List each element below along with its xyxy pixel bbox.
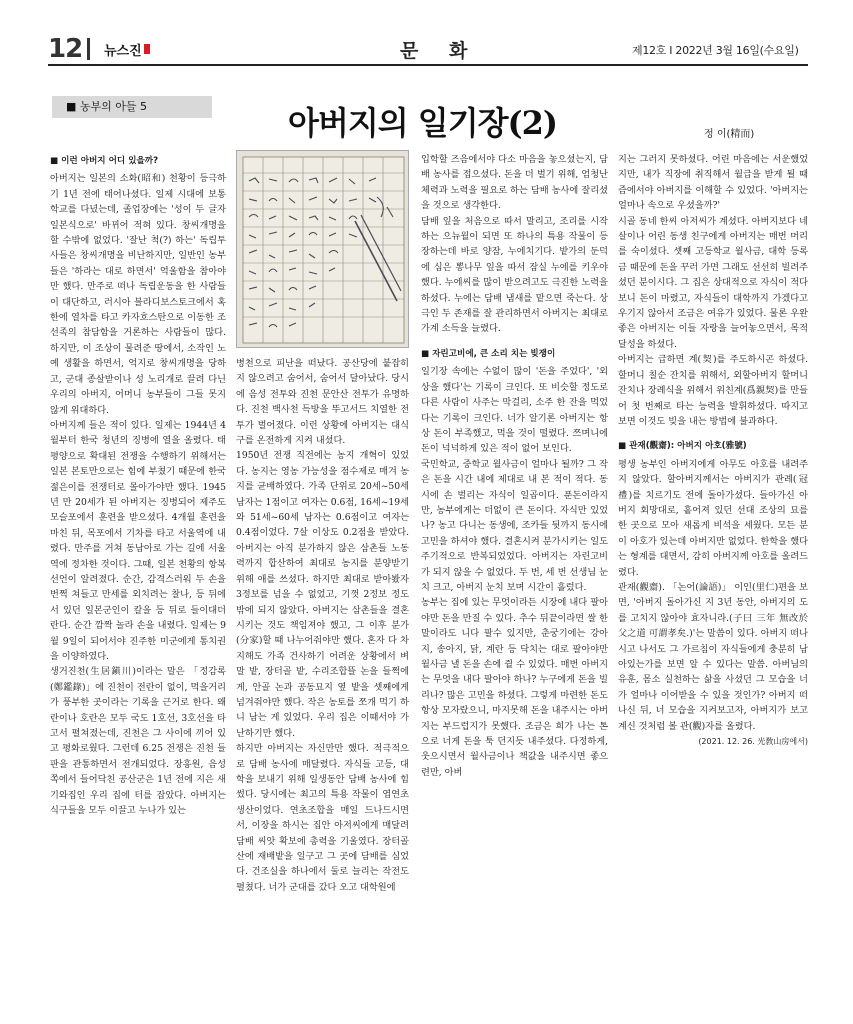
dateline: (2021. 12. 26. 光敎山房에서) bbox=[698, 737, 808, 747]
article-column-3 bbox=[421, 152, 608, 1003]
paragraph: 담배 잎을 처음으로 따서 말리고, 조리를 시작하는 으뉴월이 되면 또 하나의 특용 작물이 등장하는데 바로 양잠, 누에치기다. 밭가의 둔덕에 심은 뽕나무 잎을 따서 잠실 누에를 키우야 했다. 누에씨를 많이 받으려고도 극진한 노력을 하셨다. 누에는 담배 냄새를 맡으면 죽는다. 상극인 두 존재를 잘 관리하면서 아버지는 최대로 가계 소득을 늘렸다. bbox=[421, 215, 608, 335]
section-gap bbox=[421, 337, 608, 345]
paragraph: 병천으로 피난을 떠났다. 공산당에 붙잡히지 않으려고 숨어서, 숨어서 달아났다. 당시에 음성 전투와 진천 문안산 전투가 유명하다. 진천 백사천 득방을 뚜고서드 치열한 전투가 벌어졌다. 이런 상황에 아버지는 대식구를 온전하게 지켜 내셨다. bbox=[236, 358, 409, 447]
logo-flag-icon bbox=[144, 44, 150, 54]
section-gap bbox=[618, 429, 808, 437]
diary-photo bbox=[236, 150, 409, 348]
header-rule bbox=[48, 64, 808, 66]
paragraph: 입학할 즈음에서야 다소 마음을 놓으셨는지, 담배 농사를 접으셨다. 돈을 더 벌기 위해, 엄청난 체력과 노력을 필요로 하는 담배 농사에 잘리셨을 것으로 생각한다. bbox=[421, 154, 608, 212]
paragraph: 지는 그러지 못하셨다. 어린 마음에는 서운했었지만, 내가 직장에 취직해서 월급을 받게 될 때 즘에서야 아버지를 이해할 수 있었다. '아버지는 얼마나 속으로 우셨을까?' bbox=[618, 154, 808, 212]
newspaper-logo bbox=[104, 40, 150, 59]
article-column-4 bbox=[618, 152, 808, 1003]
paragraph: 일기장 속에는 수없이 많이 '돈을 주었다', '외상을 했다'는 기록이 크인다. 또 비슷할 정도로 다른 사람이 사주는 막걸리, 소주 한 잔을 먹었다는 기록이 크인다. 너가 알기론 아버지는 항상 돈이 부족했고, 먹을 것이 떨렸다. 쯔며니에 돈이 넉넉하게 있은 적이 없어 보인다. bbox=[421, 366, 608, 455]
page-number: 12 bbox=[48, 34, 83, 64]
subheading: ■ 관재(觀齋): 아버지 아호(雅號) bbox=[618, 441, 747, 452]
section-title: 문 화 bbox=[400, 40, 480, 62]
paragraph: 농부는 집에 있는 무엇이라든 시장에 내다 팔아야만 돈을 만질 수 있다. 추수 뒤끝이라면 쌀 한 말이라도 니다 팔수 있지만, 춘궁기에는 강아지, 송아지, 닭, 계란 등 닥치는 대로 팔아야만 월사금 낼 돈을 손에 쥘 수 있었다. 매번 아버지는 무엇을 내다 팔아야 하나? 누구에게 돈을 빌리나? 많은 고민을 하셨다. 그렇게 마련한 돈도 항상 모자랐으니, 마지못해 돈을 내주시는 아버지는 부드럽지가 못했다. 조금은 희가 나는 톤으로 너게 돈을 툭 던지듯 내주셨다. 다정하게, 웃으시면서 월사금이나 책값을 내주시면 좋으련만, 아버 bbox=[421, 597, 608, 778]
paragraph: 관재(觀齋). 「논어(論語)」 이인(里仁)편을 보면, '아버지 돌아가신 지 3년 동안, 아버지의 도를 고치지 않아야 효자니라.(子曰 三年 無改於父之道 可謂孝矣.)'는 말씀이 있다. 아버지 떠나시고 나서도 그 가르침이 자식들에게 충분히 남아있는가를 보면 알 수 있다는 말씀. 아버님의 유훈, 몸소 실천하는 삶을 사셨던 그 모습을 너가 얼마나 이어받을 수 있을 것인가? 아버지 떠나신 뒤, 너 모습을 지켜보고자, 아버지가 보고 계신 것처럼 볼 관(觀)자를 올렸다. bbox=[618, 581, 808, 732]
author-byline: 정 이(精而) bbox=[704, 129, 755, 140]
paragraph: 아버지는 일본의 소화(昭和) 천황이 등극하기 1년 전에 태어나셨다. 일제 시대에 보통학교를 다녔는데, 졸업장에는 '성이 두 글자 일본식으로' 바뀌어 적혀 있다. 창씨개명을 할 수밖에 없었다. '잘난 척(?) 하는' 독립투사들은 창씨개명을 비난하지만, 일반인 농부들은 '하라는 대로 하면서' 억울함을 참아야만 했다. 만주로 떠나 독립운동을 한 사람들이 대단하고, 러시아 블라디보스토크에서 혹한에 열차를 타고 카자흐스탄으로 이동한 조선족의 참담함을 거론하는 사람들이 많다. 하지만, 이 조상이 물려준 땅에서, 소작인 노예 생활을 하면서, 억지로 창씨개명을 당하고, 군대 종살받이나 성 노리개로 끌려 다닌 우리의 아버지, 어머니 농부들이 그들 못지않게 위대하다. bbox=[50, 173, 226, 416]
article-column-1 bbox=[50, 152, 226, 1003]
paragraph: 하지만 아버지는 자신만만 했다. 적극적으로 담배 농사에 매달렸다. 자식들 고등, 대학을 보내기 위해 일생동안 담배 농사에 힘썼다. 당시에는 최고의 특용 작물이 엽연초 생산이었다. 연초조합을 매일 드나드시면서, 이장을 하시는 집안 아저씨에게 매달려 담배 씨앗 확보에 총력을 기울였다. 장터골 산에 재배밭을 일구고 그 곳에 담배를 심었다. 건조실을 하나에서 둘로 늘리는 작전도 펼쳤다. 너가 군대를 갔다 오고 대학원에 bbox=[236, 743, 409, 893]
page-header bbox=[0, 0, 853, 72]
subheading: ■ 자린고비에, 큰 소리 치는 빚쟁이 bbox=[421, 348, 556, 359]
paragraph: 아버지께 들은 적이 있다. 일제는 1944년 4월부터 한국 청년의 징병에 열을 올렸다. 태평양으로 확대된 전쟁을 수행하기 위해서는 일본 본토만으로는 힘에 부쳤기 때문에 한국 젊은이를 전쟁터로 몰아가야만 했다. 1945년 만 20세가 된 아버지는 징병되어 제주도 모슬포에서 훈련을 받으셨다. 4개월 훈련을 마친 뒤, 목포에서 기차를 타고 서울역에 내렸다. 만주를 거쳐 동남아로 가는 길에 서울역에 정차한 것이다. 그때, 일본 천황의 항복 선언이 알려졌다. 순간, 감격스러워 두 손을 번쩍 쳐들고 만세를 외치려는 찰나, 등 뒤에 서 있던 일본군인이 칼을 등 뒤로 들이대더란다. 순간 깜짝 놀라 손을 내렸다. 일제는 9월 9일이 되어서야 진주한 미군에게 통치권을 이양하였다. bbox=[50, 419, 226, 662]
subheading: ■ 이런 아버지 어디 있을까? bbox=[50, 156, 159, 166]
paragraph: 국민학교, 중학교 월사금이 얼마나 될까? 그 작은 돈을 시간 내에 제대로 내 본 적이 적다. 동시에 손 벌리는 자식이 일곱이다. 푼돈이라지만, 농부에게는 더없이 큰 돈이다. 자식만 있었나? 농고 다니는 동생에, 조카들 뒷까지 동시에 고민을 하셔야 했다. 결혼시켜 분가시키는 일도 주기적으로 반복되었었다. 아버지는 자린고비가 되지 않을 수 없었다. 두 번, 세 번 선생님 눈치 크고, 아버지 눈치 보며 시간이 흘렀다. bbox=[421, 458, 608, 593]
issue-info: 제12호 I 2022년 3월 16일(수요일) bbox=[632, 44, 799, 57]
series-label: ■ 농부의 아들 5 bbox=[52, 96, 212, 118]
article-title: 아버지의 일기장(2) bbox=[288, 104, 558, 142]
logo-text: 뉴스진 bbox=[104, 44, 142, 59]
paragraph: 시골 동네 한씨 아저씨가 계셨다. 아버지보다 네 살이나 어린 동생 친구에게 아버지는 매번 머리를 숙이셨다. 셋째 고등학교 월사금, 대학 등록금 때문에 돈을 꾸러 가면 그래도 선선히 빌려주셨던 분이시다. 그 집은 상대적으로 자식이 적다 보니 돈이 마렸고, 자식들이 대학까지 가겠다고 우기지 않아서 조금은 여유가 있었다. 물론 우완 좋은 아버지는 이들 자랑을 늘어놓으면서, 목적 달성을 하셨다. bbox=[618, 215, 808, 350]
paragraph: 1950년 전쟁 직전에는 농지 개혁이 있었다. 농지는 영농 가능성을 점수제로 매겨 농지를 균배하였다. 가족 단위로 20세~50세 남자는 1점이고 여자는 0.6점, 16세~19세와 51세~60세 남자는 0.6점이고 여자는 0.4점이었다. 7살 이상도 0.2점을 받았다. 아버지는 아직 분가하지 않은 삼촌들 노동력까지 합산하여 최대로 농지를 분양받기 위해 애를 쓰셨다. 하지만 최대로 받아봤자 3정보를 넘을 수 없었고, 기껏 2정보 정도밖에 되지 않았다. 아버지는 삼촌들을 결혼시키는 것도 책임져야 했고, 그 이후 분가(分家)할 때 나누어줘야만 했다. 혼자 다 차지해도 가족 건사하기 어려운 상황에서 벼말 밭, 장터골 밭, 수리조합뜰 논을 들쩍에게, 안골 논과 공동묘지 옆 밭을 셋째에게 넘겨줘야만 했다. 작은 농토를 쪼개 먹기 하니 남는 게 있었다. 우리 집은 이때서야 가난하기만 했다. bbox=[236, 450, 409, 739]
paragraph: 생거진천(生居鎭川)이라는 말은 「정감록(鄭鑑錄)」에 진천이 전란이 없이, 먹을거리가 풍부한 곳이라는 기록을 근거로 한다. 왜란이나 호란은 모두 국도 1호선, 3호선을 타고서 펼쳐졌는데, 진천은 그 사이에 끼어 있고 평화로웠다. 그런데 6.25 전쟁은 진천 들판을 관통하면서 전개되었다. 장흥원, 음성 쪽에서 들어닥친 공산군은 1년 전에 지은 새 기와집인 우리 집에 터를 잡았다. 아버지는 식구들을 모두 이끌고 누나가 있는 bbox=[50, 666, 226, 817]
article-column-2 bbox=[236, 356, 409, 1003]
paragraph: 아버지는 급하면 계(契)를 주도하시곤 하셨다. 할머니 칠순 잔치를 위해서, 외할아버지 할머니 잔치나 장례식을 위해서 위친계(爲親契)를 만들어 첫 번째로 타는 능력을 발휘하셨다. 따지고 보면 이것도 빚을 내는 방법에 불과하다. bbox=[618, 354, 808, 427]
diary-photo-image bbox=[237, 151, 409, 348]
header-divider bbox=[87, 38, 90, 60]
paragraph: 평생 농부인 아버지에게 아무도 아호를 내려주지 않았다. 할아버지께서는 아버지가 관례(冠禮)를 치르기도 전에 돌아가셨다. 들아가신 아버지 회망대로, 흩어져 있던 선대 조상의 묘를 한 곳으로 모아 새롭게 비석을 세웠다. 모든 분이 아호가 있는데 아버지만 없었다. 한학을 했다는 형계를 대면서, 감히 아버지께 아호를 올려드렸다. bbox=[618, 458, 808, 578]
